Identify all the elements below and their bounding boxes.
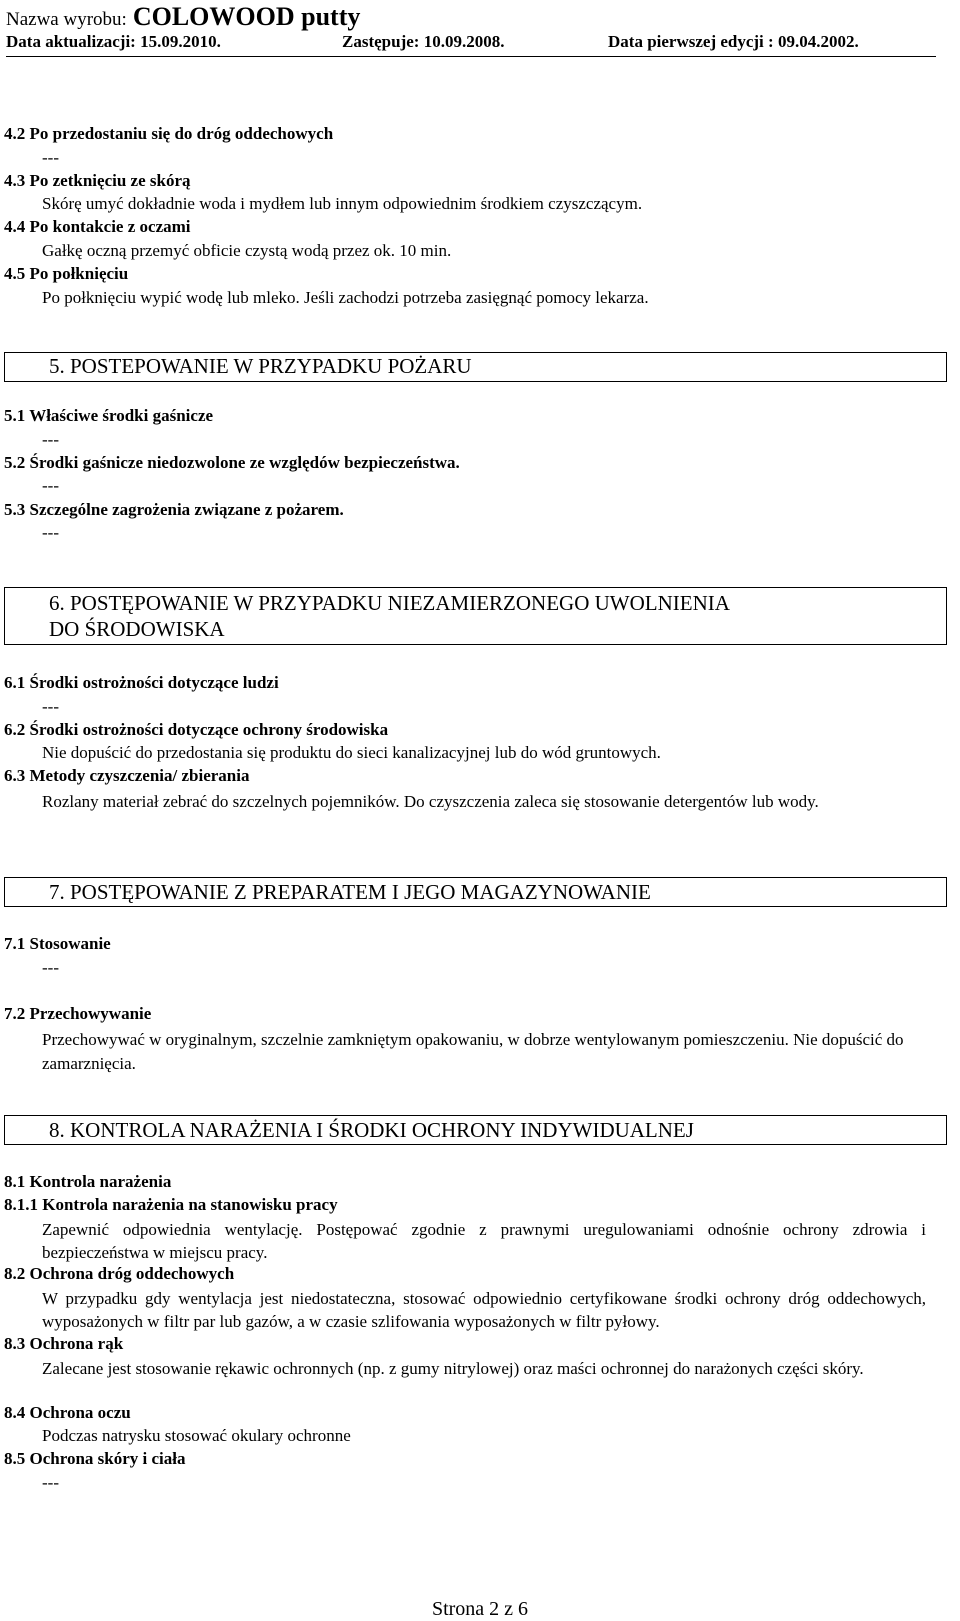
heading-4-3: 4.3 Po zetknięciu ze skórą [4, 171, 191, 190]
section-7-title-box [4, 877, 947, 907]
header-divider [6, 56, 936, 57]
heading-8-4: 8.4 Ochrona oczu [4, 1403, 131, 1422]
heading-6-2: 6.2 Środki ostrożności dotyczące ochrony środowiska [4, 720, 389, 739]
text-7-2: Przechowywać w oryginalnym, szczelnie zamkniętym opakowaniu, w dobrze wentylowanym pomieszczeniu. Nie dopuścić do zamarznięcia. [42, 1030, 904, 1073]
text-5-2: --- [42, 476, 59, 495]
first-edition-date: Data pierwszej edycji : 09.04.2002. [608, 32, 859, 51]
text-7-1: --- [42, 958, 59, 977]
heading-5-1: 5.1 Właściwe środki gaśnicze [4, 406, 214, 425]
text-8-3: Zalecane jest stosowanie rękawic ochronnych (np. z gumy nitrylowej) oraz maści ochronnej do narażonych części skóry. [42, 1359, 864, 1378]
section-8-title: 8. KONTROLA NARAŻENIA I ŚRODKI OCHRONY INDYWIDUALNEJ [49, 1118, 694, 1142]
heading-6-1: 6.1 Środki ostrożności dotyczące ludzi [4, 673, 279, 692]
replaces-date: Zastępuje: 10.09.2008. [342, 32, 505, 51]
text-5-1: --- [42, 430, 59, 449]
section-5-title: 5. POSTEPOWANIE W PRZYPADKU POŻARU [49, 354, 472, 378]
text-8-4: Podczas natrysku stosować okulary ochronne [42, 1426, 351, 1445]
heading-8-1-1: 8.1.1 Kontrola narażenia na stanowisku pracy [4, 1195, 338, 1214]
heading-4-5: 4.5 Po połknięciu [4, 264, 129, 283]
heading-4-2: 4.2 Po przedostaniu się do dróg oddechowych [4, 124, 334, 143]
text-4-5: Po połknięciu wypić wodę lub mleko. Jeśli zachodzi potrzeba zasięgnąć pomocy lekarza. [42, 288, 649, 307]
section-7-title: 7. POSTĘPOWANIE Z PREPARATEM I JEGO MAGAZYNOWANIE [49, 880, 651, 904]
heading-8-3: 8.3 Ochrona rąk [4, 1334, 124, 1353]
text-8-5: --- [42, 1473, 59, 1492]
heading-8-1: 8.1 Kontrola narażenia [4, 1172, 172, 1191]
heading-7-1: 7.1 Stosowanie [4, 934, 111, 953]
section-8-title-box [4, 1115, 947, 1145]
section-6-title-line1: 6. POSTĘPOWANIE W PRZYPADKU NIEZAMIERZONEGO UWOLNIENIA [49, 591, 730, 615]
section-5-title-box [4, 352, 947, 382]
update-date: Data aktualizacji: 15.09.2010. [6, 32, 221, 51]
product-name: COLOWOOD putty [132, 2, 361, 31]
heading-6-3: 6.3 Metody czyszczenia/ zbierania [4, 766, 250, 785]
text-5-3: --- [42, 523, 59, 542]
text-6-2: Nie dopuścić do przedostania się produktu do sieci kanalizacyjnej lub do wód gruntowych. [42, 743, 661, 762]
text-4-4: Gałkę oczną przemyć obficie czystą wodą przez ok. 10 min. [42, 241, 452, 260]
section-6-title-line2: DO ŚRODOWISKA [49, 617, 225, 641]
product-label: Nazwa wyrobu: [6, 9, 127, 30]
heading-7-2: 7.2 Przechowywanie [4, 1004, 152, 1023]
heading-5-2: 5.2 Środki gaśnicze niedozwolone ze względów bezpieczeństwa. [4, 453, 460, 472]
text-6-3: Rozlany materiał zebrać do szczelnych pojemników. Do czyszczenia zaleca się stosowanie detergentów lub wody. [42, 792, 819, 811]
section-6-title-box [4, 587, 947, 645]
page-number: Strona 2 z 6 [431, 1598, 529, 1620]
heading-4-4: 4.4 Po kontakcie z oczami [4, 217, 191, 236]
heading-8-5: 8.5 Ochrona skóry i ciała [4, 1449, 186, 1468]
heading-8-2: 8.2 Ochrona dróg oddechowych [4, 1264, 235, 1283]
text-8-2: W przypadku gdy wentylacja jest niedostateczna, stosować odpowiednio certyfikowane środki ochrony dróg oddechowych, wyposażonych w filtr par lub gazów, a w czasie szlifowania wyposażonych w filtr pyłowy. [42, 1289, 926, 1331]
heading-5-3: 5.3 Szczególne zagrożenia związane z pożarem. [4, 500, 344, 519]
text-6-1: --- [42, 697, 59, 716]
product-line [6, 2, 360, 32]
text-8-1-1: Zapewnić odpowiednia wentylację. Postępować zgodnie z prawnymi uregulowaniami odnośnie ochrony zdrowia i bezpieczeństwa w miejscu pracy. [42, 1220, 926, 1262]
text-4-2: --- [42, 148, 59, 167]
text-4-3: Skórę umyć dokładnie woda i mydłem lub innym odpowiednim środkiem czyszczącym. [42, 194, 643, 213]
